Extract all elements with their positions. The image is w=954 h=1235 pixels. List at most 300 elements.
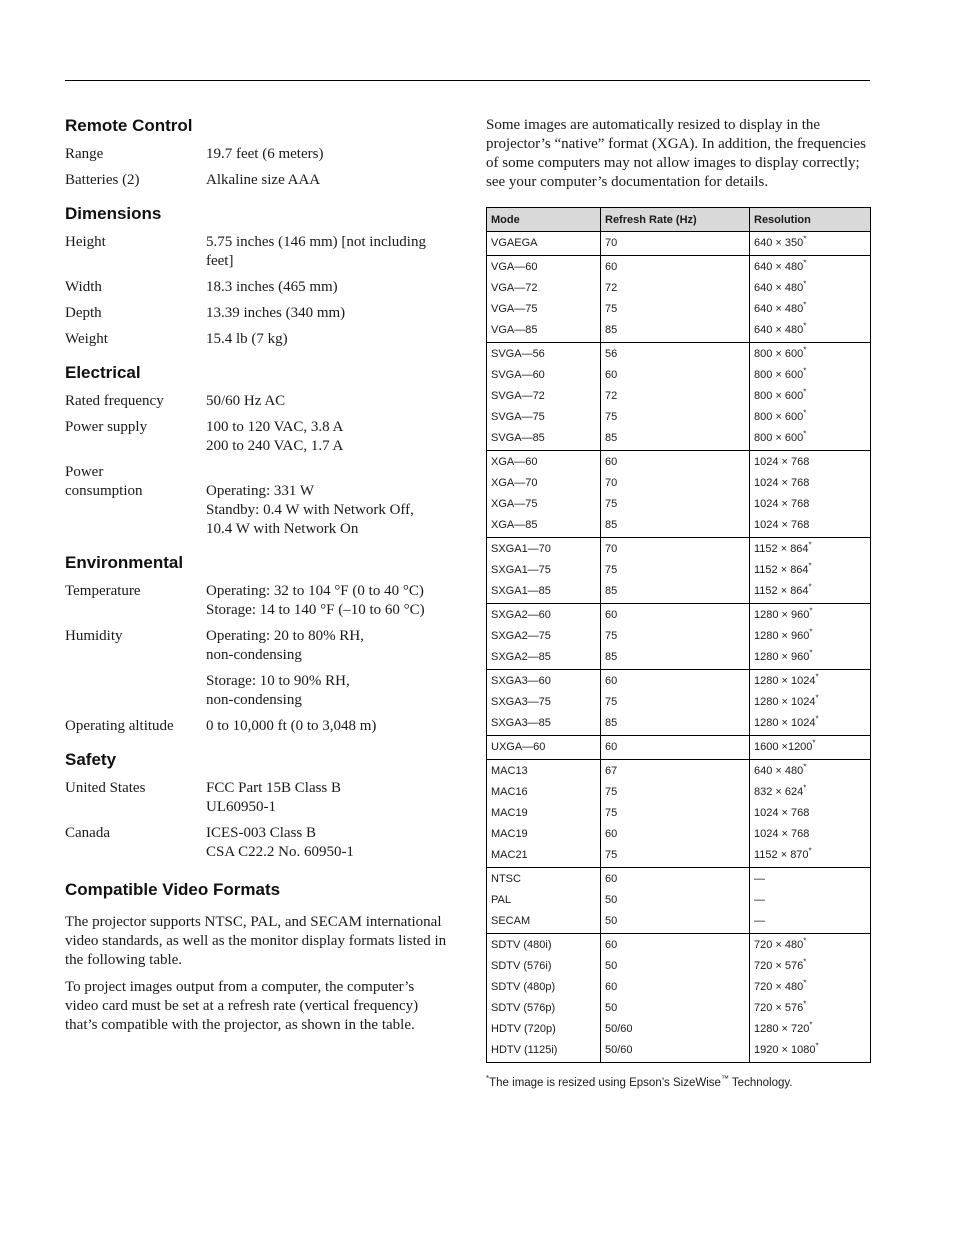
video-formats-table bbox=[486, 207, 871, 1063]
spec-label-line: consumption bbox=[65, 483, 143, 499]
cell-refresh-rate bbox=[601, 386, 750, 407]
cell-refresh-rate bbox=[601, 760, 750, 783]
spec-row bbox=[65, 717, 450, 736]
cell-refresh-rate-text: 75 bbox=[605, 303, 618, 315]
section-title: Environmental bbox=[65, 553, 184, 572]
spec-label: Operating altitude bbox=[65, 718, 174, 734]
cell-refresh-rate-text: 60 bbox=[605, 741, 618, 753]
cell-resolution bbox=[750, 845, 871, 868]
cell-mode-text: SDTV (480p) bbox=[491, 981, 556, 993]
cell-mode-text: SXGA2—75 bbox=[491, 630, 551, 642]
cell-resolution bbox=[750, 343, 871, 366]
cell-resolution-text: — bbox=[754, 894, 765, 906]
cell-resolution bbox=[750, 1019, 871, 1040]
cell-refresh-rate bbox=[601, 1019, 750, 1040]
section-title: Electrical bbox=[65, 363, 141, 382]
cell-refresh-rate bbox=[601, 670, 750, 693]
cell-resolution bbox=[750, 407, 871, 428]
spec-value-line: CSA C22.2 No. 60950-1 bbox=[206, 844, 354, 860]
table-row bbox=[487, 343, 871, 366]
cell-refresh-rate bbox=[601, 473, 750, 494]
section-title: Dimensions bbox=[65, 204, 162, 223]
cell-refresh-rate bbox=[601, 581, 750, 604]
table-row-group bbox=[487, 343, 871, 451]
cell-resolution bbox=[750, 736, 871, 760]
resize-asterisk: * bbox=[803, 300, 807, 310]
resize-asterisk: * bbox=[803, 936, 807, 946]
resize-asterisk: * bbox=[803, 345, 807, 355]
cell-refresh-rate-text: 85 bbox=[605, 432, 618, 444]
resize-asterisk: * bbox=[809, 627, 813, 637]
cell-mode bbox=[487, 934, 601, 957]
cell-resolution bbox=[750, 451, 871, 474]
cell-refresh-rate-text: 60 bbox=[605, 828, 618, 840]
cell-resolution bbox=[750, 824, 871, 845]
table-row bbox=[487, 956, 871, 977]
cell-mode-text: SVGA—72 bbox=[491, 390, 545, 402]
cell-refresh-rate bbox=[601, 934, 750, 957]
cell-mode bbox=[487, 386, 601, 407]
spec-label: Batteries (2) bbox=[65, 172, 140, 188]
cell-mode-text: MAC21 bbox=[491, 849, 528, 861]
cell-resolution-text: 1152 × 864 bbox=[754, 564, 809, 576]
spec-value bbox=[206, 627, 450, 665]
cell-mode bbox=[487, 760, 601, 783]
resize-asterisk: * bbox=[803, 258, 807, 268]
spec-value-line: Operating: 32 to 104 °F (0 to 40 °C) bbox=[206, 583, 424, 599]
cell-mode-text: SXGA1—70 bbox=[491, 543, 551, 555]
cell-mode-text: SXGA2—60 bbox=[491, 609, 551, 621]
spec-value bbox=[206, 278, 450, 297]
table-row bbox=[487, 760, 871, 783]
table-row bbox=[487, 782, 871, 803]
cell-mode bbox=[487, 845, 601, 868]
table-row bbox=[487, 407, 871, 428]
cell-refresh-rate-text: 70 bbox=[605, 543, 618, 555]
cell-refresh-rate-text: 85 bbox=[605, 651, 618, 663]
spec-label: Height bbox=[65, 234, 106, 250]
footnote-star: * bbox=[486, 1074, 490, 1083]
cell-mode-text: SECAM bbox=[491, 915, 531, 927]
resize-asterisk: * bbox=[808, 561, 812, 571]
cell-mode bbox=[487, 278, 601, 299]
cell-refresh-rate bbox=[601, 278, 750, 299]
resize-asterisk: * bbox=[815, 714, 819, 724]
cell-mode bbox=[487, 560, 601, 581]
cell-mode-text: UXGA—60 bbox=[491, 741, 546, 753]
spec-row bbox=[65, 304, 450, 323]
cell-resolution bbox=[750, 232, 871, 256]
cell-refresh-rate bbox=[601, 560, 750, 581]
cell-mode-text: VGAEGA bbox=[491, 237, 538, 249]
cell-resolution-text: 800 × 600 bbox=[754, 390, 804, 402]
spec-value-line: ICES-003 Class B bbox=[206, 825, 317, 841]
cell-refresh-rate-text: 50 bbox=[605, 960, 618, 972]
resize-asterisk: * bbox=[815, 672, 819, 682]
cell-resolution-text: 1024 × 768 bbox=[754, 807, 810, 819]
table-row-group bbox=[487, 760, 871, 868]
cell-resolution bbox=[750, 868, 871, 891]
spec-value bbox=[206, 672, 450, 710]
paragraph: The projector supports NTSC, PAL, and SECAM international video standards, as well as the monitor display formats listed in the following table. bbox=[65, 914, 447, 968]
spec-value-line: 200 to 240 VAC, 1.7 A bbox=[206, 438, 344, 454]
column-header-resolution: Resolution bbox=[750, 208, 871, 232]
table-row bbox=[487, 670, 871, 693]
cell-resolution-text: 640 × 350 bbox=[754, 237, 804, 249]
cell-mode bbox=[487, 320, 601, 343]
section-title: Remote Control bbox=[65, 116, 193, 135]
cell-mode bbox=[487, 473, 601, 494]
cell-resolution-text: 720 × 576 bbox=[754, 960, 804, 972]
cell-refresh-rate-text: 75 bbox=[605, 696, 618, 708]
section-title: Safety bbox=[65, 750, 117, 769]
cell-refresh-rate-text: 75 bbox=[605, 630, 618, 642]
cell-mode bbox=[487, 515, 601, 538]
spec-value bbox=[206, 392, 450, 411]
cell-mode-text: SVGA—56 bbox=[491, 348, 545, 360]
spec-value-line: 10.4 W with Network On bbox=[206, 521, 359, 537]
cell-resolution bbox=[750, 670, 871, 693]
cell-refresh-rate bbox=[601, 890, 750, 911]
cell-refresh-rate bbox=[601, 956, 750, 977]
spec-value bbox=[206, 330, 450, 349]
cell-mode bbox=[487, 998, 601, 1019]
spec-value-line: UL60950-1 bbox=[206, 799, 276, 815]
spec-label: Range bbox=[65, 146, 104, 162]
cell-resolution-text: 640 × 480 bbox=[754, 261, 804, 273]
table-row bbox=[487, 365, 871, 386]
cell-mode-text: MAC19 bbox=[491, 828, 528, 840]
cell-resolution-text: — bbox=[754, 873, 765, 885]
cell-mode-text: SDTV (576i) bbox=[491, 960, 552, 972]
cell-mode-text: SXGA3—75 bbox=[491, 696, 551, 708]
resize-asterisk: * bbox=[803, 762, 807, 772]
cell-refresh-rate bbox=[601, 647, 750, 670]
cell-refresh-rate-text: 60 bbox=[605, 981, 618, 993]
spec-label: Depth bbox=[65, 305, 102, 321]
cell-refresh-rate bbox=[601, 736, 750, 760]
spec-row bbox=[65, 672, 450, 710]
cell-refresh-rate bbox=[601, 998, 750, 1019]
spec-value-line: 50/60 Hz AC bbox=[206, 393, 286, 409]
spec-label: United States bbox=[65, 780, 146, 796]
spec-value-line: 0 to 10,000 ft (0 to 3,048 m) bbox=[206, 718, 377, 734]
cell-resolution-text: 1920 × 1080 bbox=[754, 1044, 816, 1056]
column-header-refresh-rate: Refresh Rate (Hz) bbox=[601, 208, 750, 232]
cell-refresh-rate-text: 60 bbox=[605, 609, 618, 621]
cell-mode bbox=[487, 538, 601, 561]
spec-value bbox=[206, 171, 450, 190]
header-rule bbox=[65, 80, 870, 81]
cell-refresh-rate-text: 85 bbox=[605, 585, 618, 597]
cell-refresh-rate-text: 75 bbox=[605, 807, 618, 819]
resize-asterisk: * bbox=[815, 1041, 819, 1051]
spec-row bbox=[65, 824, 450, 862]
safety-section bbox=[65, 750, 450, 862]
cell-resolution bbox=[750, 647, 871, 670]
spec-label: Humidity bbox=[65, 628, 123, 644]
spec-value-line: non-condensing bbox=[206, 692, 302, 708]
resize-asterisk: * bbox=[803, 408, 807, 418]
cell-resolution-text: 1280 × 1024 bbox=[754, 696, 816, 708]
cell-resolution bbox=[750, 560, 871, 581]
spec-value-line: Standby: 0.4 W with Network Off, bbox=[206, 502, 414, 518]
spec-value bbox=[206, 824, 450, 862]
resize-asterisk: * bbox=[809, 1020, 813, 1030]
cell-refresh-rate-text: 67 bbox=[605, 765, 618, 777]
cell-resolution bbox=[750, 581, 871, 604]
spec-value-line: 5.75 inches (146 mm) [not including bbox=[206, 234, 426, 250]
cell-resolution-text: 800 × 600 bbox=[754, 432, 804, 444]
spec-value bbox=[206, 233, 450, 271]
cell-resolution-text: 1280 × 960 bbox=[754, 609, 810, 621]
cell-resolution-text: 832 × 624 bbox=[754, 786, 804, 798]
cell-mode bbox=[487, 407, 601, 428]
cell-resolution bbox=[750, 713, 871, 736]
table-row-group bbox=[487, 670, 871, 736]
spec-value-line: Operating: 331 W bbox=[206, 483, 315, 499]
cell-resolution bbox=[750, 299, 871, 320]
cell-mode bbox=[487, 451, 601, 474]
footnote-text: The image is resized using Epson’s SizeWise bbox=[489, 1076, 721, 1089]
spec-row bbox=[65, 145, 450, 164]
cell-resolution-text: — bbox=[754, 915, 765, 927]
cell-resolution bbox=[750, 473, 871, 494]
environmental-section bbox=[65, 553, 450, 736]
table-row bbox=[487, 386, 871, 407]
cell-mode bbox=[487, 494, 601, 515]
cell-refresh-rate bbox=[601, 604, 750, 627]
spec-row-power-consumption bbox=[65, 463, 450, 539]
cell-refresh-rate-text: 60 bbox=[605, 675, 618, 687]
table-row bbox=[487, 1019, 871, 1040]
cell-resolution bbox=[750, 998, 871, 1019]
cell-resolution-text: 1280 × 1024 bbox=[754, 717, 816, 729]
spec-row bbox=[65, 418, 450, 456]
spec-label: Power supply bbox=[65, 419, 148, 435]
cell-mode bbox=[487, 890, 601, 911]
cell-mode-text: SDTV (480i) bbox=[491, 939, 552, 951]
cell-resolution-text: 640 × 480 bbox=[754, 303, 804, 315]
spec-row bbox=[65, 779, 450, 817]
table-row bbox=[487, 890, 871, 911]
cell-mode bbox=[487, 782, 601, 803]
spec-value-line: Alkaline size AAA bbox=[206, 172, 321, 188]
cell-resolution-text: 800 × 600 bbox=[754, 348, 804, 360]
footnote bbox=[486, 1074, 871, 1089]
cell-refresh-rate bbox=[601, 1040, 750, 1063]
spec-label: Temperature bbox=[65, 583, 141, 599]
cell-mode bbox=[487, 868, 601, 891]
cell-resolution-text: 640 × 480 bbox=[754, 765, 804, 777]
resize-asterisk: * bbox=[808, 582, 812, 592]
cell-refresh-rate-text: 75 bbox=[605, 411, 618, 423]
cell-resolution-text: 720 × 480 bbox=[754, 939, 804, 951]
cell-resolution-text: 1600 ×1200 bbox=[754, 741, 813, 753]
cell-mode bbox=[487, 824, 601, 845]
table-row bbox=[487, 845, 871, 868]
cell-resolution-text: 1024 × 768 bbox=[754, 477, 810, 489]
cell-resolution bbox=[750, 1040, 871, 1063]
cell-mode-text: XGA—75 bbox=[491, 498, 538, 510]
cell-mode bbox=[487, 713, 601, 736]
cell-refresh-rate-text: 85 bbox=[605, 717, 618, 729]
resize-asterisk: * bbox=[803, 429, 807, 439]
resize-asterisk: * bbox=[803, 978, 807, 988]
cell-resolution bbox=[750, 428, 871, 451]
spec-value-line: Storage: 10 to 90% RH, bbox=[206, 673, 350, 689]
cell-refresh-rate-text: 60 bbox=[605, 261, 618, 273]
cell-refresh-rate-text: 85 bbox=[605, 324, 618, 336]
cell-refresh-rate bbox=[601, 713, 750, 736]
spec-value-line: 19.7 feet (6 meters) bbox=[206, 146, 324, 162]
resize-asterisk: * bbox=[808, 846, 812, 856]
cell-mode bbox=[487, 1040, 601, 1063]
resize-asterisk: * bbox=[812, 738, 816, 748]
table-row-group bbox=[487, 538, 871, 604]
spec-row bbox=[65, 627, 450, 665]
cell-refresh-rate-text: 50/60 bbox=[605, 1044, 633, 1056]
spec-label bbox=[65, 672, 206, 710]
table-row bbox=[487, 911, 871, 934]
spec-label: Weight bbox=[65, 331, 108, 347]
cell-mode-text: MAC16 bbox=[491, 786, 528, 798]
table-row bbox=[487, 626, 871, 647]
table-row bbox=[487, 232, 871, 256]
cell-refresh-rate bbox=[601, 343, 750, 366]
cell-refresh-rate bbox=[601, 299, 750, 320]
cell-mode bbox=[487, 299, 601, 320]
cell-refresh-rate bbox=[601, 232, 750, 256]
electrical-section bbox=[65, 363, 450, 539]
spec-row bbox=[65, 330, 450, 349]
cell-mode bbox=[487, 232, 601, 256]
cell-mode bbox=[487, 256, 601, 279]
cell-resolution-text: 1152 × 864 bbox=[754, 543, 809, 555]
table-row-group bbox=[487, 451, 871, 538]
spec-value-line: FCC Part 15B Class B bbox=[206, 780, 342, 796]
cell-refresh-rate bbox=[601, 320, 750, 343]
cell-refresh-rate-text: 75 bbox=[605, 498, 618, 510]
table-row bbox=[487, 1040, 871, 1063]
table-row bbox=[487, 320, 871, 343]
resize-asterisk: * bbox=[808, 540, 812, 550]
cell-mode-text: SVGA—75 bbox=[491, 411, 545, 423]
cell-refresh-rate-text: 60 bbox=[605, 369, 618, 381]
spec-value bbox=[206, 582, 450, 620]
cell-mode-text: VGA—72 bbox=[491, 282, 538, 294]
remote-control-section bbox=[65, 116, 450, 190]
cell-resolution bbox=[750, 320, 871, 343]
cell-mode-text: VGA—60 bbox=[491, 261, 538, 273]
cell-mode-text: HDTV (720p) bbox=[491, 1023, 556, 1035]
spec-value-line: Operating: 20 to 80% RH, bbox=[206, 628, 364, 644]
spec-label: Rated frequency bbox=[65, 393, 164, 409]
cell-resolution bbox=[750, 256, 871, 279]
cell-mode-text: VGA—75 bbox=[491, 303, 538, 315]
spec-value bbox=[206, 463, 450, 539]
table-row bbox=[487, 515, 871, 538]
cell-resolution-text: 1280 × 960 bbox=[754, 630, 810, 642]
cell-resolution-text: 1152 × 870 bbox=[754, 849, 809, 861]
dimensions-section bbox=[65, 204, 450, 349]
cell-mode bbox=[487, 343, 601, 366]
cell-mode-text: SXGA3—60 bbox=[491, 675, 551, 687]
table-row bbox=[487, 692, 871, 713]
spec-label: Width bbox=[65, 279, 102, 295]
table-row bbox=[487, 977, 871, 998]
cell-mode bbox=[487, 692, 601, 713]
spec-value bbox=[206, 145, 450, 164]
cell-mode bbox=[487, 581, 601, 604]
table-row bbox=[487, 713, 871, 736]
cell-mode-text: HDTV (1125i) bbox=[491, 1044, 558, 1056]
video-formats-section bbox=[65, 880, 450, 1035]
cell-refresh-rate-text: 70 bbox=[605, 477, 618, 489]
spec-value-line: 13.39 inches (340 mm) bbox=[206, 305, 346, 321]
cell-resolution bbox=[750, 782, 871, 803]
left-column bbox=[65, 116, 450, 1049]
cell-mode-text: VGA—85 bbox=[491, 324, 538, 336]
cell-resolution bbox=[750, 515, 871, 538]
cell-mode-text: SXGA2—85 bbox=[491, 651, 551, 663]
resize-asterisk: * bbox=[803, 387, 807, 397]
cell-refresh-rate bbox=[601, 428, 750, 451]
cell-resolution-text: 1280 × 960 bbox=[754, 651, 810, 663]
table-header-row bbox=[487, 208, 871, 232]
cell-resolution bbox=[750, 934, 871, 957]
cell-resolution bbox=[750, 977, 871, 998]
cell-mode bbox=[487, 736, 601, 760]
footnote-text-end: Technology. bbox=[728, 1076, 793, 1089]
cell-resolution-text: 1152 × 864 bbox=[754, 585, 809, 597]
cell-mode-text: NTSC bbox=[491, 873, 521, 885]
cell-refresh-rate-text: 60 bbox=[605, 873, 618, 885]
intro-paragraph: Some images are automatically resized to display in the projector’s “native” format (XGA). In addition, the frequencies of some computers may not allow images to display correctly; see your computer’s documentation for details. bbox=[486, 117, 866, 190]
cell-mode bbox=[487, 1019, 601, 1040]
trademark-symbol: ™ bbox=[720, 1074, 729, 1083]
cell-refresh-rate-text: 70 bbox=[605, 237, 618, 249]
spec-row bbox=[65, 392, 450, 411]
table-row bbox=[487, 934, 871, 957]
cell-resolution bbox=[750, 365, 871, 386]
spec-label-line: Power bbox=[65, 464, 104, 480]
table-row-group bbox=[487, 232, 871, 256]
cell-refresh-rate-text: 75 bbox=[605, 786, 618, 798]
cell-resolution-text: 1280 × 720 bbox=[754, 1023, 810, 1035]
cell-resolution-text: 1024 × 768 bbox=[754, 456, 810, 468]
cell-resolution-text: 800 × 600 bbox=[754, 369, 804, 381]
resize-asterisk: * bbox=[803, 234, 807, 244]
cell-resolution bbox=[750, 626, 871, 647]
cell-mode-text: MAC19 bbox=[491, 807, 528, 819]
table-row bbox=[487, 998, 871, 1019]
table-row bbox=[487, 647, 871, 670]
cell-resolution bbox=[750, 956, 871, 977]
cell-mode-text: PAL bbox=[491, 894, 511, 906]
cell-mode-text: SXGA1—75 bbox=[491, 564, 551, 576]
cell-mode bbox=[487, 956, 601, 977]
cell-refresh-rate bbox=[601, 824, 750, 845]
cell-resolution bbox=[750, 760, 871, 783]
cell-refresh-rate bbox=[601, 626, 750, 647]
resize-asterisk: * bbox=[803, 783, 807, 793]
table-row bbox=[487, 299, 871, 320]
cell-resolution bbox=[750, 604, 871, 627]
cell-refresh-rate-text: 85 bbox=[605, 519, 618, 531]
table-row bbox=[487, 604, 871, 627]
cell-refresh-rate-text: 50 bbox=[605, 915, 618, 927]
